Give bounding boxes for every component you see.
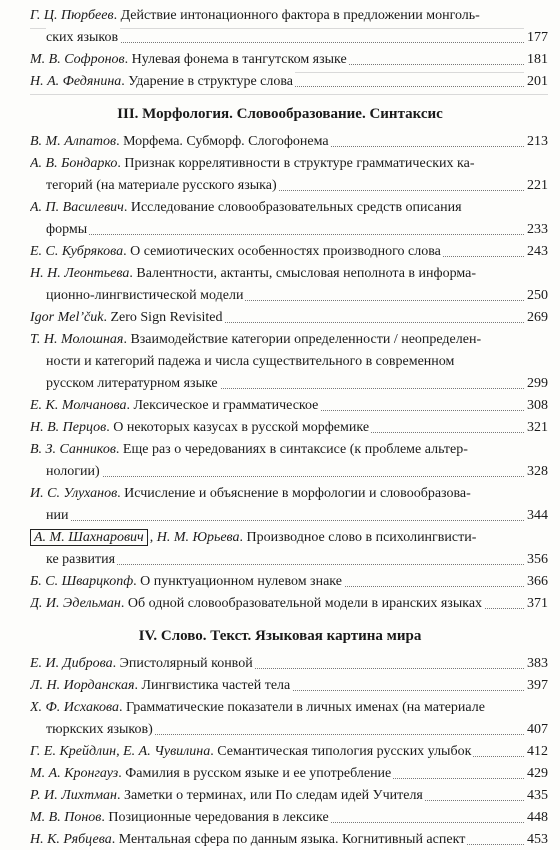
toc-entry-row bbox=[46, 374, 548, 394]
entry-title: Еще раз о чередованиях в синтаксисе (к проблеме альтер- bbox=[122, 442, 468, 457]
entry-text bbox=[46, 550, 117, 570]
toc-entry-row bbox=[30, 786, 548, 806]
entry-title: Лексическое и грамматическое bbox=[133, 398, 319, 413]
entry-title: формы bbox=[46, 222, 88, 237]
entry-title: Морфема. Субморф. Слогофонема bbox=[123, 134, 329, 149]
toc-entry-row bbox=[46, 176, 548, 196]
toc-entry-row bbox=[30, 676, 548, 696]
page-number: 344 bbox=[524, 506, 548, 526]
entry-text bbox=[46, 352, 456, 372]
entry-title: Позиционные чередования в лексике bbox=[108, 810, 329, 825]
entry-text: М. А. Кронгауз. Фамилия в русском языке и ее употребление bbox=[30, 764, 393, 784]
entry-author: Е. С. Кубрякова bbox=[30, 244, 124, 259]
dot-leader bbox=[46, 233, 548, 235]
toc-entry-continuation bbox=[30, 440, 548, 460]
toc-entry-continuation bbox=[30, 198, 548, 218]
entry-title: ционно-лингвистической модели bbox=[46, 288, 244, 303]
toc-entry-row bbox=[46, 550, 548, 570]
entry-author: Х. Ф. Исхакова bbox=[30, 700, 119, 715]
dot-leader bbox=[46, 475, 548, 477]
page-number: 356 bbox=[524, 550, 548, 570]
entry-text: Х. Ф. Исхакова. Грамматические показатели в личных именах (на материале bbox=[30, 698, 487, 718]
entry-text: А. М. Шахнарович , Н. М. Юрьева. Производное слово в психолингвисти- bbox=[30, 528, 478, 548]
page-number: 429 bbox=[524, 764, 548, 784]
toc-entry-row bbox=[46, 220, 548, 240]
page-number: 308 bbox=[524, 396, 548, 416]
page-number: 299 bbox=[524, 374, 548, 394]
entry-title: Исследование словообразовательных средств описания bbox=[130, 200, 462, 215]
entry-author: В. З. Санников bbox=[30, 442, 116, 457]
page-number: 181 bbox=[524, 50, 548, 70]
page-number: 412 bbox=[524, 742, 548, 762]
entry-title: Об одной словообразовательной модели в иранских языках bbox=[127, 596, 483, 611]
entry-author: Р. И. Лихтман bbox=[30, 788, 117, 803]
entry-title: ке развития bbox=[46, 552, 116, 567]
page-number: 250 bbox=[524, 286, 548, 306]
entry-text: Е. С. Кубрякова. О семиотических особенностях производного слова bbox=[30, 242, 443, 262]
entry-title: Ментальная сфера по данным языка. Когнитивный аспект bbox=[118, 832, 466, 847]
toc-entry-continuation bbox=[30, 484, 548, 504]
entry-text: М. В. Понов. Позиционные чередования в лексике bbox=[30, 808, 331, 828]
entry-text: Е. И. Диброва. Эпистолярный конвой bbox=[30, 654, 255, 674]
entry-title: Заметки о терминах, или По следам идей Учителя bbox=[123, 788, 423, 803]
section-title: IV. Слово. Текст. Языковая картина мира bbox=[138, 628, 422, 644]
toc-entry-row bbox=[30, 764, 548, 784]
entry-title: О пунктуационном нулевом знаке bbox=[140, 574, 342, 589]
toc-entry-row bbox=[46, 462, 548, 482]
entry-author: И. С. Улуханов bbox=[30, 486, 118, 501]
page-number: 371 bbox=[524, 594, 548, 614]
page-number: 407 bbox=[524, 720, 548, 740]
entry-text: Н. К. Рябцева. Ментальная сфера по данным языка. Когнитивный аспект bbox=[30, 830, 467, 850]
entry-author: Л. Н. Иорданская bbox=[30, 678, 135, 693]
entry-title: ских языков bbox=[46, 30, 119, 45]
page-number: 397 bbox=[524, 676, 548, 696]
entry-text: М. В. Софронов. Нулевая фонема в тангутском языке bbox=[30, 50, 349, 70]
toc-entry-row bbox=[46, 286, 548, 306]
entry-author: М. В. Понов bbox=[30, 810, 102, 825]
entry-text bbox=[46, 286, 245, 306]
entry-coauthor: Н. М. Юрьева bbox=[156, 530, 240, 545]
dot-leader bbox=[46, 519, 548, 521]
entry-text: И. С. Улуханов. Исчисление и объяснение в морфологии и словообразова- bbox=[30, 484, 473, 504]
toc-entry-row bbox=[30, 132, 548, 152]
page-number: 328 bbox=[524, 462, 548, 482]
entry-title: О семиотических особенностях производного слова bbox=[130, 244, 441, 259]
entry-title: тегорий (на материале русского языка) bbox=[46, 178, 277, 193]
entry-text: Г. Ц. Пюрбеев. Действие интонационного фактора в предложении монголь- bbox=[30, 6, 482, 26]
entry-text: Р. И. Лихтман. Заметки о терминах, или По следам идей Учителя bbox=[30, 786, 425, 806]
entry-text bbox=[46, 720, 155, 740]
page-number: 213 bbox=[524, 132, 548, 152]
section-title: III. Морфология. Словообразование. Синтаксис bbox=[117, 106, 443, 122]
entry-author: М. В. Софронов bbox=[30, 52, 125, 67]
entry-text bbox=[46, 176, 279, 196]
toc-entry-continuation bbox=[46, 352, 548, 372]
page-number: 435 bbox=[524, 786, 548, 806]
entry-text: А. В. Бондарко. Признак коррелятивности в структуре грамматических ка- bbox=[30, 154, 476, 174]
entry-author: Г. Ц. Пюрбеев bbox=[30, 8, 114, 23]
entry-text bbox=[46, 462, 102, 482]
dot-leader bbox=[46, 41, 548, 43]
entry-title: Эпистолярный конвой bbox=[119, 656, 253, 671]
entry-title: Лингвистика частей тела bbox=[141, 678, 291, 693]
toc-entry-continuation bbox=[30, 264, 548, 284]
toc-entry-row bbox=[30, 654, 548, 674]
toc-entry-row bbox=[30, 742, 548, 762]
toc-entry-row bbox=[30, 594, 548, 614]
page-number: 233 bbox=[524, 220, 548, 240]
page-number: 366 bbox=[524, 572, 548, 592]
toc-entry-continuation bbox=[30, 6, 548, 26]
entry-title: Фамилия в русском языке и ее употребление bbox=[125, 766, 392, 781]
entry-text: А. П. Василевич. Исследование словообразовательных средств описания bbox=[30, 198, 464, 218]
page-number: 221 bbox=[524, 176, 548, 196]
entry-text: Е. К. Молчанова. Лексическое и грамматическое bbox=[30, 396, 320, 416]
row-divider bbox=[30, 94, 548, 95]
toc-entry-row bbox=[46, 506, 548, 526]
page-number: 269 bbox=[524, 308, 548, 328]
page-number: 243 bbox=[524, 242, 548, 262]
entry-text bbox=[46, 506, 70, 526]
entry-text: Igor Mel’čuk. Zero Sign Revisited bbox=[30, 308, 224, 328]
entry-author: Н. А. Федянина bbox=[30, 74, 122, 89]
entry-author: А. П. Василевич bbox=[30, 200, 124, 215]
entry-title: Валентности, актанты, смысловая неполнота в информа- bbox=[136, 266, 477, 281]
toc-entry-row bbox=[30, 418, 548, 438]
entry-author: Е. К. Молчанова bbox=[30, 398, 127, 413]
entry-text: Д. И. Эдельман. Об одной словообразовательной модели в иранских языках bbox=[30, 594, 484, 614]
toc-entry-row bbox=[30, 50, 548, 70]
page-number: 201 bbox=[524, 72, 548, 92]
entry-author: Г. Е. Крейдлин, Е. А. Чувилина bbox=[30, 744, 211, 759]
entry-text: Б. С. Шварцкопф. О пунктуационном нулевом знаке bbox=[30, 572, 344, 592]
entry-text: В. М. Алпатов. Морфема. Субморф. Слогофонема bbox=[30, 132, 331, 152]
toc-entry-continuation bbox=[30, 528, 548, 548]
entry-title: Взаимодействие категории определенности / неопределен- bbox=[130, 332, 482, 347]
entry-title: Ударение в структуре слова bbox=[128, 74, 294, 89]
entry-text: В. З. Санников. Еще раз о чередованиях в синтаксисе (к проблеме альтер- bbox=[30, 440, 470, 460]
page-number: 177 bbox=[524, 28, 548, 48]
entry-text: Т. Н. Молошная. Взаимодействие категории определенности / неопределен- bbox=[30, 330, 483, 350]
entry-author: А. М. Шахнарович bbox=[30, 529, 148, 546]
entry-title: ности и категорий падежа и числа существительного в современном bbox=[46, 354, 455, 369]
entry-title: Признак коррелятивности в структуре грамматических ка- bbox=[124, 156, 475, 171]
entry-author: Igor Mel’čuk bbox=[30, 310, 104, 325]
entry-text bbox=[46, 28, 120, 48]
toc-entry-row bbox=[30, 808, 548, 828]
entry-title: нологии) bbox=[46, 464, 100, 479]
toc-entry-row bbox=[46, 720, 548, 740]
page-number: 453 bbox=[524, 830, 548, 850]
toc-entry-row bbox=[30, 72, 548, 92]
entry-text bbox=[46, 374, 220, 394]
page-number: 448 bbox=[524, 808, 548, 828]
entry-title: тюркских языков) bbox=[46, 722, 153, 737]
entry-title: Семантическая типология русских улыбок bbox=[217, 744, 472, 759]
entry-author: В. М. Алпатов bbox=[30, 134, 117, 149]
toc-entry-row bbox=[30, 308, 548, 328]
toc-entry-row bbox=[30, 242, 548, 262]
entry-title: Zero Sign Revisited bbox=[110, 310, 223, 325]
entry-author: Н. В. Перцов bbox=[30, 420, 107, 435]
toc-entry-continuation bbox=[30, 154, 548, 174]
entry-text: Н. А. Федянина. Ударение в структуре слова bbox=[30, 72, 295, 92]
entry-author: Д. И. Эдельман bbox=[30, 596, 121, 611]
toc-entry-row bbox=[30, 830, 548, 850]
toc-entry-continuation bbox=[30, 698, 548, 718]
entry-author: Е. И. Диброва bbox=[30, 656, 113, 671]
entry-title: О некоторых казусах в русской морфемике bbox=[113, 420, 370, 435]
toc-entry-row bbox=[30, 396, 548, 416]
entry-author: А. В. Бондарко bbox=[30, 156, 118, 171]
toc-entry-continuation bbox=[30, 330, 548, 350]
entry-title: Исчисление и объяснение в морфологии и словообразова- bbox=[124, 486, 471, 501]
toc-entry-row bbox=[46, 28, 548, 48]
entry-title: Действие интонационного фактора в предложении монголь- bbox=[120, 8, 480, 23]
entry-title: нии bbox=[46, 508, 69, 523]
entry-text: Л. Н. Иорданская. Лингвистика частей тела bbox=[30, 676, 292, 696]
entry-author: Н. Н. Леонтьева bbox=[30, 266, 130, 281]
entry-title: Нулевая фонема в тангутском языке bbox=[131, 52, 347, 67]
page-number: 383 bbox=[524, 654, 548, 674]
entry-text bbox=[46, 220, 89, 240]
entry-title: русском литературном языке bbox=[46, 376, 218, 391]
entry-title: Грамматические показатели в личных именах (на материале bbox=[125, 700, 485, 715]
entry-author: Б. С. Шварцкопф bbox=[30, 574, 134, 589]
entry-text: Г. Е. Крейдлин, Е. А. Чувилина. Семантическая типология русских улыбок bbox=[30, 742, 473, 762]
entry-author: Н. К. Рябцева bbox=[30, 832, 112, 847]
dot-leader bbox=[46, 563, 548, 565]
entry-text: Н. В. Перцов. О некоторых казусах в русской морфемике bbox=[30, 418, 371, 438]
page-number: 321 bbox=[524, 418, 548, 438]
entry-title: Производное слово в психолингвисти- bbox=[246, 530, 477, 545]
entry-text: Н. Н. Леонтьева. Валентности, актанты, смысловая неполнота в информа- bbox=[30, 264, 478, 284]
entry-author: М. А. Кронгауз bbox=[30, 766, 119, 781]
toc-entry-row bbox=[30, 572, 548, 592]
entry-author: Т. Н. Молошная bbox=[30, 332, 124, 347]
